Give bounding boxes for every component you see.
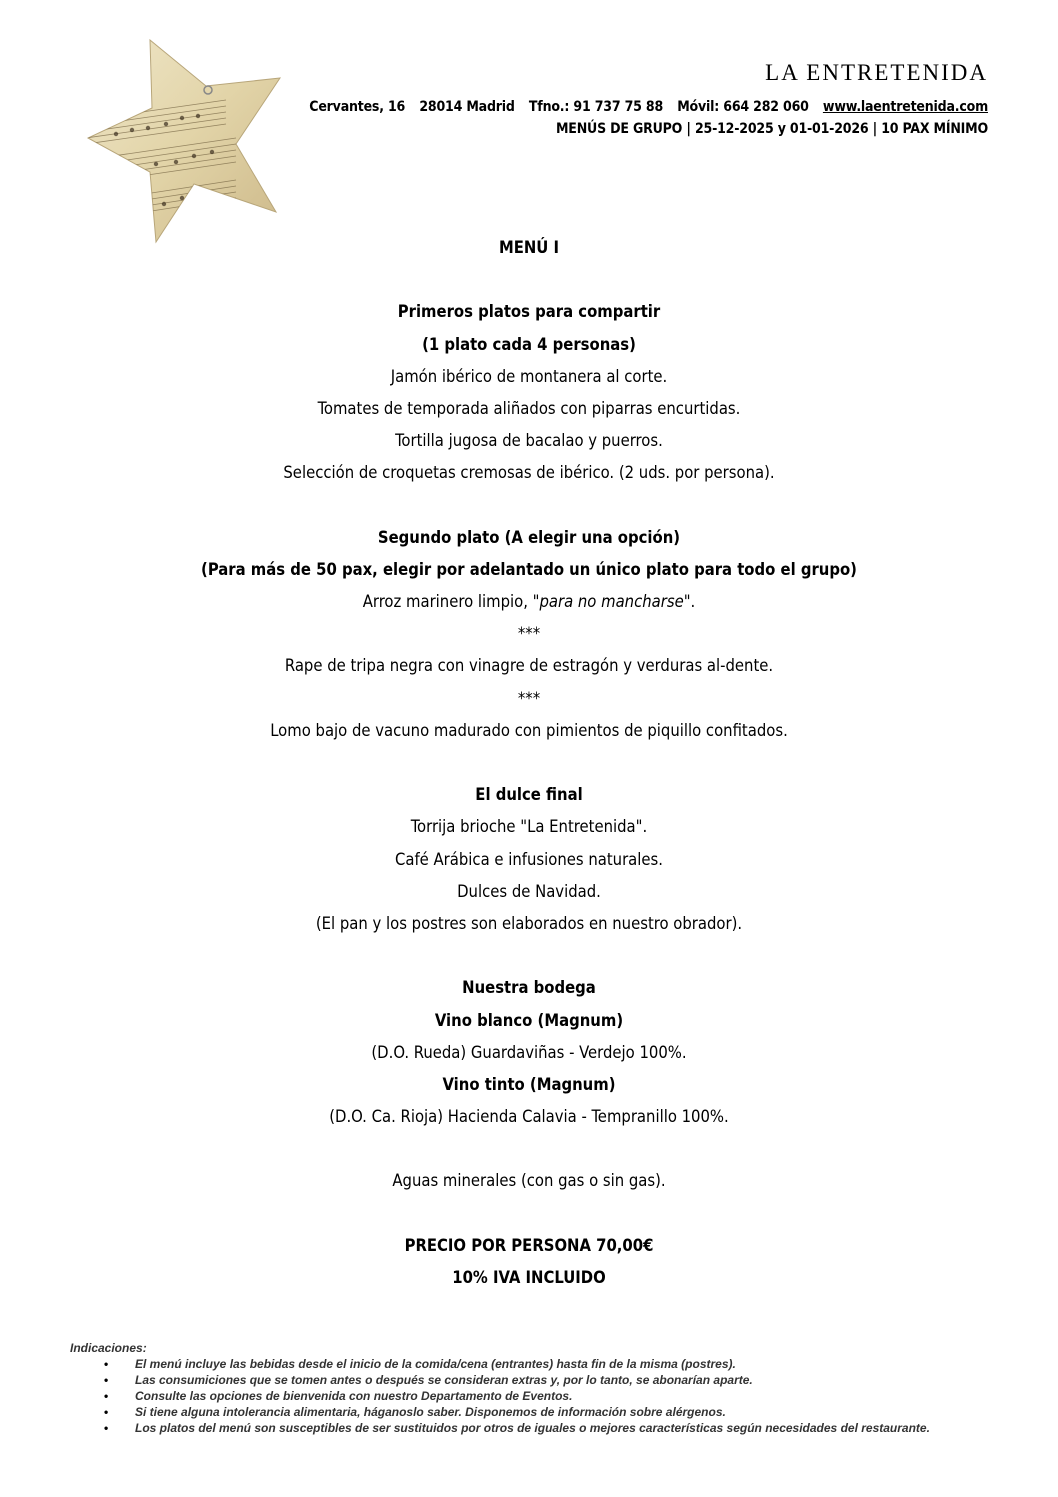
main-heading: Segundo plato (A elegir una opción) — [377, 527, 681, 547]
note-item: • Consulte las opciones de bienvenida con nuestro Departamento de Eventos. — [70, 1388, 940, 1404]
contact-line — [309, 96, 988, 118]
notes-list — [70, 1356, 940, 1436]
dessert-heading: El dulce final — [475, 785, 583, 805]
red-wine: (D.O. Ca. Rioja) Hacienda Calavia - Tempranillo 100%. — [329, 1107, 729, 1127]
phone: Tfno.: 91 737 75 88 — [528, 99, 664, 115]
address: Cervantes, 16 — [309, 99, 406, 115]
city: 28014 Madrid — [419, 99, 515, 115]
dessert-item: Café Arábica e infusiones naturales. — [395, 849, 663, 869]
menu — [0, 232, 1058, 1294]
water: Aguas minerales (con gas o sin gas). — [392, 1171, 666, 1191]
note-item: • El menú incluye las bebidas desde el inicio de la comida/cena (entrantes) hasta fin de la misma (postres). — [70, 1356, 940, 1372]
starters-note: (1 plato cada 4 personas) — [422, 334, 636, 354]
main-item-rice: Arroz marinero limpio, "para no mancharse". — [362, 592, 696, 612]
mobile: Móvil: 664 282 060 — [677, 99, 809, 115]
notes — [70, 1340, 940, 1436]
starter-item: Tortilla jugosa de bacalao y puerros. — [395, 431, 663, 451]
dessert-item: (El pan y los postres son elaborados en nuestro obrador). — [315, 913, 743, 933]
header — [309, 60, 988, 140]
note-item: • Si tiene alguna intolerancia alimentaria, háganoslo saber. Disponemos de información sobre alérgenos. — [70, 1404, 940, 1420]
dessert-item: Torrija brioche "La Entretenida". — [410, 817, 648, 837]
main-item-monkfish: Rape de tripa negra con vinagre de estragón y verduras al-dente. — [284, 656, 774, 676]
star-music-sheet-icon — [86, 38, 282, 244]
menu-title: MENÚ I — [498, 238, 560, 257]
starter-item: Tomates de temporada aliñados con piparras encurtidas. — [317, 398, 741, 418]
price: PRECIO POR PERSONA 70,00€ — [404, 1235, 654, 1255]
website-link[interactable]: www.laentretenida.com — [822, 99, 988, 115]
starters-heading: Primeros platos para compartir — [397, 302, 661, 322]
group-menus-info: MENÚS DE GRUPO | 25-12-2025 y 01-01-2026 | 10 PAX MÍNIMO — [555, 121, 988, 137]
note-item: • Las consumiciones que se tomen antes o después se consideran extras y, por lo tanto, se abonarían aparte. — [70, 1372, 940, 1388]
vat-note: 10% IVA INCLUIDO — [452, 1268, 606, 1287]
main-item-beef: Lomo bajo de vacuno madurado con pimientos de piquillo confitados. — [270, 720, 788, 740]
wine-heading: Nuestra bodega — [462, 978, 596, 998]
note-item: • Los platos del menú son susceptibles de ser sustituidos por otros de iguales o mejores características según necesidades del restaurante. — [70, 1420, 940, 1436]
brand-name: LA ENTRETENIDA — [765, 60, 988, 85]
starter-item: Jamón ibérico de montanera al corte. — [390, 366, 668, 386]
dessert-item: Dulces de Navidad. — [457, 881, 601, 901]
main-note: (Para más de 50 pax, elegir por adelantado un único plato para todo el grupo) — [201, 559, 857, 579]
notes-heading: Indicaciones: — [70, 1341, 147, 1355]
separator: *** — [517, 688, 541, 708]
white-wine: (D.O. Rueda) Guardaviñas - Verdejo 100%. — [371, 1042, 687, 1062]
separator: *** — [517, 624, 541, 644]
starter-item: Selección de croquetas cremosas de ibérico. (2 uds. por persona). — [283, 463, 775, 483]
star-decoration — [86, 38, 282, 244]
white-wine-heading: Vino blanco (Magnum) — [434, 1010, 624, 1030]
red-wine-heading: Vino tinto (Magnum) — [442, 1074, 616, 1094]
